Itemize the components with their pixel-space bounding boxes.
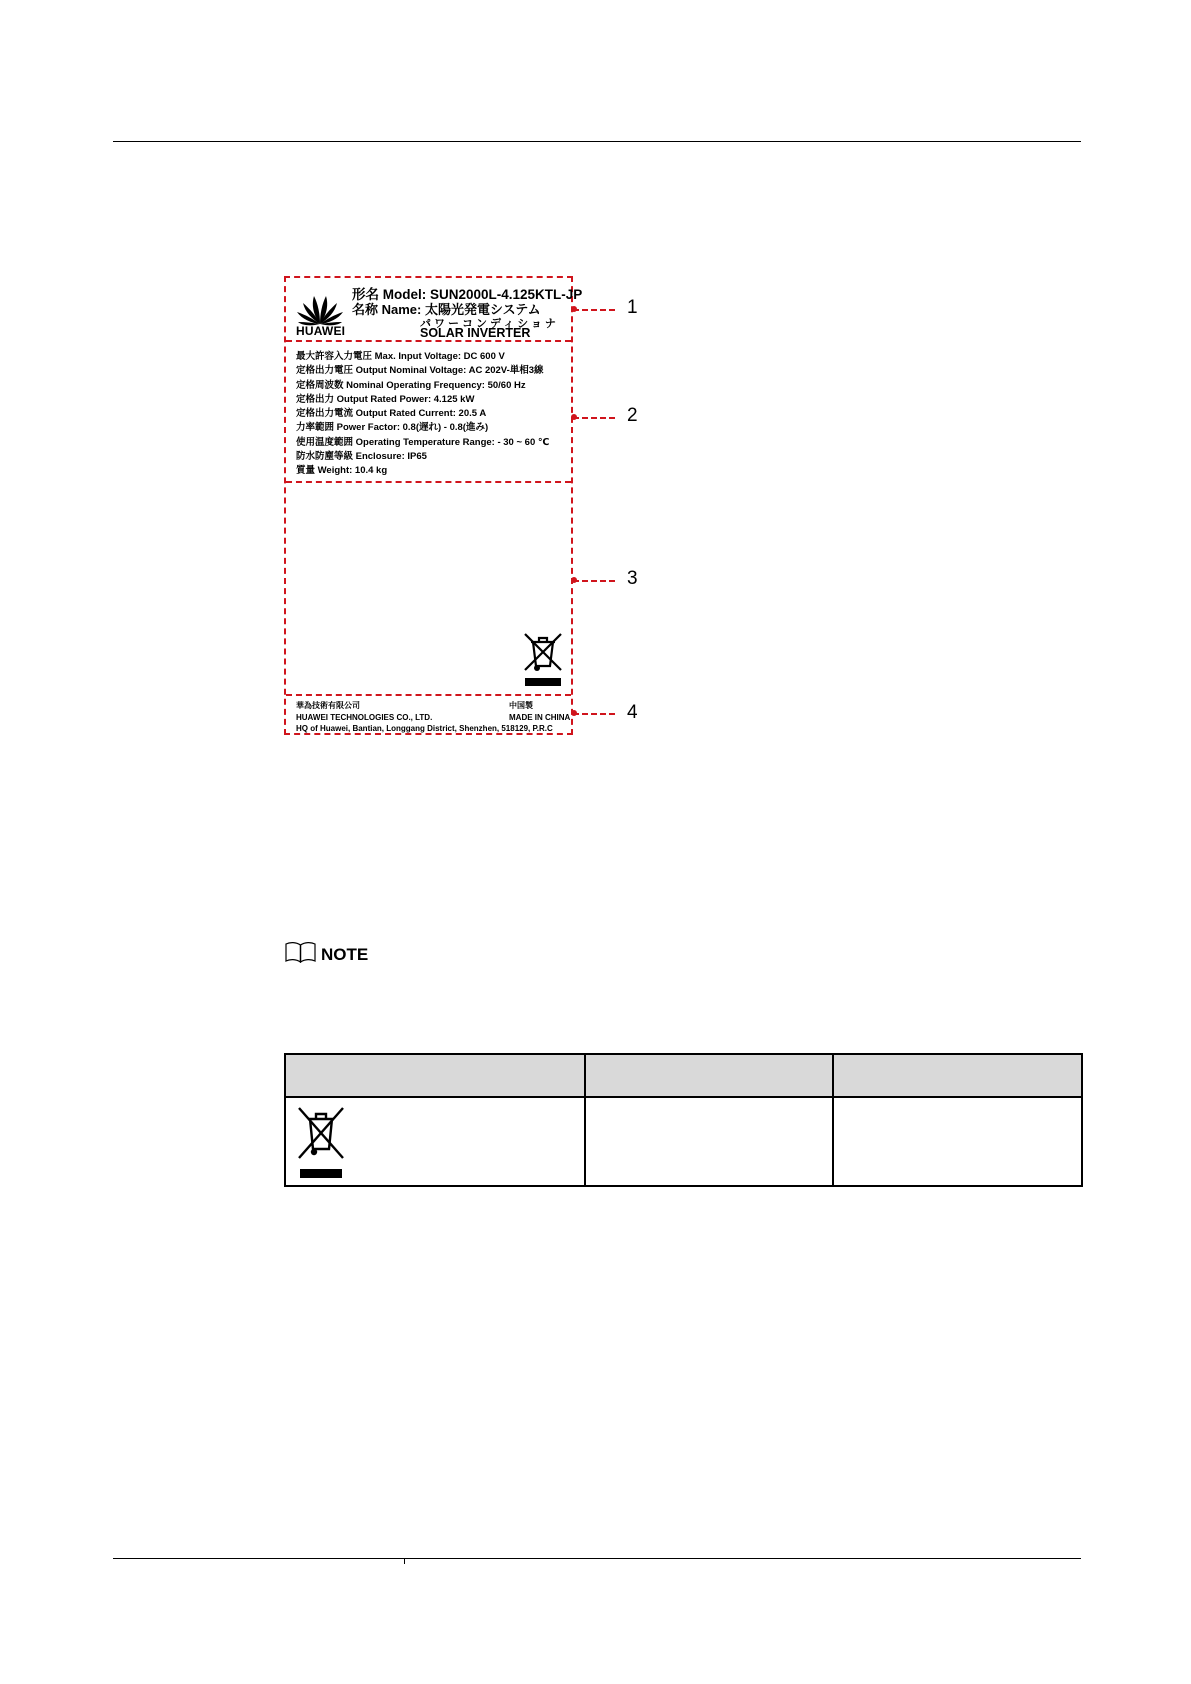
callout-number-2: 2	[627, 405, 638, 426]
spec-row: 防水防塵等級 Enclosure: IP65	[296, 451, 427, 463]
spec-row: 定格出力電流 Output Rated Current: 20.5 A	[296, 408, 487, 420]
table-cell-symbol	[285, 1097, 585, 1186]
name-english: SOLAR INVERTER	[420, 326, 531, 340]
company-cn: 華為技術有限公司	[296, 701, 360, 710]
book-icon	[284, 941, 317, 963]
callout-dot	[571, 414, 577, 420]
spec-row: 定格周波数 Nominal Operating Frequency: 50/60 Hz	[296, 379, 526, 391]
model-line: 形名 Model: SUN2000L-4.125KTL-JP	[352, 287, 583, 302]
table-header-cell	[285, 1054, 585, 1097]
callout-dot	[571, 577, 577, 583]
callout-dot	[571, 710, 577, 716]
footer-tick	[404, 1558, 405, 1564]
table-cell	[585, 1097, 833, 1186]
section-divider	[286, 340, 571, 342]
table-row	[285, 1097, 1082, 1186]
table-cell	[833, 1097, 1082, 1186]
table-header-cell	[833, 1054, 1082, 1097]
callout-number-4: 4	[627, 702, 638, 723]
origin-en: MADE IN CHINA	[509, 712, 571, 722]
origin-cn: 中国製	[509, 701, 533, 710]
logo-wordmark: HUAWEI	[296, 324, 346, 338]
company-address: HQ of Huawei, Bantian, Longgang District, Shenzhen, 518129, P.R.C	[296, 724, 553, 733]
callout-dot	[571, 306, 577, 312]
nameplate-label	[284, 276, 583, 735]
spec-row: 最大許容入力電圧 Max. Input Voltage: DC 600 V	[296, 351, 505, 362]
callout-number-3: 3	[627, 568, 638, 589]
note-label: NOTE	[321, 945, 369, 964]
spec-list	[296, 350, 549, 479]
weee-crossed-bin-icon	[521, 628, 565, 688]
section-divider	[286, 694, 571, 696]
spec-row: 使用温度範囲 Operating Temperature Range: - 30 ~ 60 ℃	[296, 436, 550, 448]
callout-line	[573, 580, 615, 582]
company-en: HUAWEI TECHNOLOGIES CO., LTD.	[296, 712, 433, 722]
callout-line	[573, 417, 615, 419]
spec-row: 質量 Weight: 10.4 kg	[296, 465, 388, 477]
callout-line	[573, 309, 615, 311]
table-header-row	[285, 1054, 1082, 1097]
footer-rule	[113, 1558, 1081, 1559]
spec-row: 定格出力 Output Rated Power: 4.125 kW	[296, 393, 475, 405]
callout-number-1: 1	[627, 297, 638, 318]
weee-crossed-bin-icon	[296, 1103, 346, 1181]
section-divider	[286, 481, 571, 483]
name-kana: パワーコンディショナ	[420, 318, 559, 330]
symbol-table	[284, 1053, 1083, 1187]
header-rule	[113, 141, 1081, 142]
name-line: 名称 Name: 太陽光発電システム	[352, 302, 541, 317]
table-header-cell	[585, 1054, 833, 1097]
manufacturer-info	[296, 700, 571, 735]
spec-row: 定格出力電圧 Output Nominal Voltage: AC 202V-単相3線	[296, 365, 544, 377]
callout-line	[573, 713, 615, 715]
spec-row: 力率範囲 Power Factor: 0.8(遅れ) - 0.8(進み)	[296, 422, 489, 434]
